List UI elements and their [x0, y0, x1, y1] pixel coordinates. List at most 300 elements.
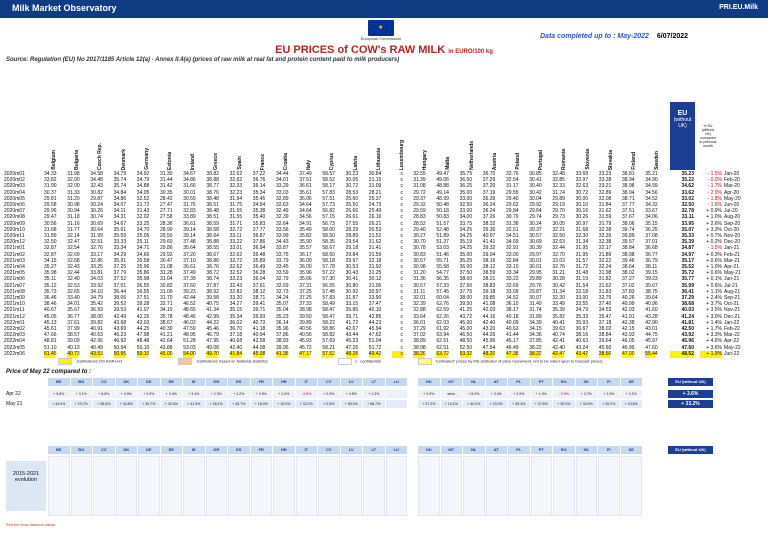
price-cell: 32.52	[229, 270, 243, 277]
price-cell: c	[400, 245, 403, 252]
price-cell: 32.63	[552, 239, 565, 246]
price-cell: c	[400, 195, 403, 202]
price-cell: 42.96	[90, 338, 103, 345]
compare-cell: + 3.4%	[486, 390, 508, 398]
compare-cell: + 5.8%	[48, 390, 70, 398]
price-cell: 25.50	[345, 202, 359, 208]
price-cell: 43.42	[575, 350, 589, 357]
price-cell: 38.51	[206, 214, 219, 221]
price-cell: 40.49	[90, 344, 103, 351]
price-cell: 33.25	[90, 264, 103, 270]
price-cell: 35.93	[575, 319, 589, 326]
price-cell: 30.10	[575, 202, 589, 208]
price-cell: 30.82	[90, 189, 103, 196]
evolution-header-fr: FR	[251, 446, 273, 454]
price-cell: 34.56	[299, 214, 312, 221]
price-cell: 50.94	[113, 344, 127, 351]
price-cell: 32.53	[67, 282, 80, 289]
price-cell: 29.72	[413, 189, 426, 196]
price-cell: 37.25	[113, 264, 127, 270]
price-cell: 31.72	[136, 202, 150, 208]
price-cell: 40.73	[252, 319, 266, 326]
price-cell: 35.64	[183, 245, 196, 252]
price-cell: 37.86	[276, 332, 289, 339]
price-cell: 31.09	[368, 183, 382, 190]
compare-header-dk: DK	[116, 378, 138, 386]
compare-cell: + 2.9%	[418, 390, 440, 398]
comparison-title: Price of May 22 compared to :	[6, 369, 92, 375]
price-cell: c	[400, 257, 403, 264]
row-month-short: Jun-22	[724, 350, 740, 357]
price-cell: 43.03	[136, 319, 150, 326]
price-cell: 38.72	[206, 270, 219, 277]
price-cell: 35.98	[136, 276, 150, 283]
price-cell: 42.44	[183, 295, 196, 301]
price-cell: 31.33	[67, 189, 80, 196]
price-cell: 31.55	[229, 208, 243, 215]
price-cell: 57.33	[436, 282, 449, 289]
price-cell: 32.30	[552, 295, 565, 301]
compare-header-hr: HR	[273, 378, 295, 386]
price-cell: 31.79	[598, 220, 612, 227]
price-cell: 39.46	[622, 257, 635, 264]
price-cell: 32.02	[136, 214, 150, 221]
compare-cell: + 33.2%	[296, 400, 318, 408]
price-cell: 42.49	[113, 313, 127, 320]
price-cell: 31.92	[368, 264, 382, 270]
price-cell: 48.88	[436, 183, 449, 190]
price-cell: 46.50	[459, 332, 473, 339]
compare-cell: + 8.2%	[463, 390, 485, 398]
price-cell: 35.67	[67, 307, 80, 314]
price-cell: 47.00	[622, 350, 635, 357]
price-cell: 38.11	[645, 264, 658, 270]
price-cell: 33.29	[276, 183, 289, 190]
evolution-sparkline	[116, 456, 138, 516]
price-cell: 32.73	[276, 288, 289, 295]
price-cell: 35.78	[160, 313, 173, 320]
price-cell: 32.83	[183, 208, 196, 215]
evolution-sparkline	[508, 456, 530, 516]
price-cell: 34.44	[276, 171, 289, 177]
price-cell: 30.57	[413, 257, 426, 264]
price-cell: 30.41	[529, 177, 542, 184]
eu-change-cell: - 1.8%	[707, 195, 722, 202]
row-month-short: Jul-20	[724, 208, 738, 215]
app-title: Milk Market Observatory	[12, 3, 117, 13]
row-month-short: May-20	[724, 195, 741, 202]
price-cell: 35.39	[552, 307, 565, 314]
price-cell: 45.05	[44, 313, 57, 320]
price-cell: 38.89	[413, 338, 426, 345]
price-cell: 34.25	[459, 245, 473, 252]
price-cell: 38.71	[622, 195, 635, 202]
price-cell: 51.57	[436, 220, 449, 227]
price-cell: 31.89	[44, 233, 57, 239]
price-cell: 43.01	[645, 326, 658, 332]
price-cell: 39.18	[482, 288, 496, 295]
price-cell: 34.79	[136, 177, 150, 184]
price-cell: 55.58	[436, 264, 449, 270]
compare-cell: + 26.2%	[598, 400, 620, 408]
price-cell: 33.20	[229, 295, 243, 301]
price-cell: 30.98	[67, 202, 80, 208]
column-header-sweden: Sweden	[654, 151, 661, 170]
eu-change-cell: - 1.6%	[707, 202, 722, 208]
row-month: 2020m07	[4, 208, 25, 215]
price-cell: 39.95	[276, 344, 289, 351]
price-cell: 30.92	[345, 288, 359, 295]
price-cell: 38.86	[206, 257, 219, 264]
compare-cell: + 18.9%	[251, 400, 273, 408]
price-cell: 36.00	[299, 257, 312, 264]
price-cell: 26.66	[345, 208, 359, 215]
price-cell: 31.68	[44, 226, 57, 233]
legend-swatch	[178, 358, 192, 365]
row-month-short: Dec-21	[724, 313, 741, 320]
price-cell: 44.23	[368, 319, 382, 326]
row-month: 2021m12	[4, 313, 25, 320]
compare-cell: + 23.7%	[71, 400, 93, 408]
price-cell: 38.48	[206, 195, 219, 202]
price-cell: 40.96	[645, 301, 658, 308]
price-cell: 37.19	[482, 189, 496, 196]
column-header-italy: Italy	[306, 159, 313, 170]
price-cell: 45.60	[598, 344, 612, 351]
price-cell: 31.15	[368, 177, 382, 184]
price-cell: 38.32	[482, 220, 496, 227]
price-cell: 50.10	[136, 350, 150, 357]
price-cell: 33.03	[276, 189, 289, 196]
price-cell: 34.64	[299, 208, 312, 215]
price-cell: 30.12	[368, 276, 382, 283]
price-cell: 28.42	[160, 195, 173, 202]
compare-cell: + 2.1%	[621, 390, 643, 398]
price-cell: 36.61	[183, 264, 196, 270]
price-cell: 29.50	[160, 233, 173, 239]
price-cell: 29.97	[529, 251, 542, 258]
price-cell: 45.23	[345, 338, 359, 345]
price-cell: 30.28	[552, 276, 565, 283]
price-cell: 38.06	[113, 295, 127, 301]
price-cell: 34.01	[276, 177, 289, 184]
price-cell: 36.14	[276, 319, 289, 326]
price-cell: 29.74	[529, 214, 542, 221]
price-cell: 38.02	[622, 270, 635, 277]
price-cell: 33.10	[506, 264, 519, 270]
price-cell: 55.71	[436, 257, 449, 264]
price-cell: 34.53	[598, 307, 612, 314]
eu-change-cell: + 1.1%	[706, 288, 722, 295]
price-cell: 30.84	[368, 171, 382, 177]
price-cell: 31.04	[160, 276, 173, 283]
price-cell: 38.55	[206, 245, 219, 252]
price-cell: 54.77	[436, 270, 449, 277]
price-cell: 32.23	[229, 189, 243, 196]
compare-cell: - 0.0%	[553, 390, 575, 398]
price-cell: 27.71	[160, 208, 173, 215]
compare-cell: + 4.5%	[341, 390, 363, 398]
price-cell: c	[400, 344, 403, 351]
price-cell: 39.64	[598, 338, 612, 345]
compare-cell: + 19.9%	[273, 400, 295, 408]
price-cell: 32.48	[552, 171, 565, 177]
price-cell: 31.42	[160, 183, 173, 190]
eu-change-cell: + 0.1%	[706, 276, 722, 283]
compare-cell: + 41.5%	[183, 400, 205, 408]
price-cell: 29.84	[345, 251, 359, 258]
price-cell: 42.85	[368, 313, 382, 320]
eu-column-header: EU (without UK)	[670, 102, 695, 170]
column-header-austria: Austria	[491, 152, 498, 170]
price-cell: c	[400, 276, 403, 283]
price-cell: 32.62	[229, 264, 243, 270]
price-cell: 30.79	[506, 214, 519, 221]
eu-change-cell: + 3.3%	[706, 226, 722, 233]
legend-item: : Estimations based on National statistics	[178, 358, 268, 365]
price-cell: 37.87	[206, 282, 219, 289]
price-cell: 34.25	[459, 233, 473, 239]
price-cell: 29.64	[529, 208, 542, 215]
eu-change-cell: + 2.4%	[706, 295, 722, 301]
price-cell: 36.87	[252, 233, 266, 239]
price-cell: 50.95	[113, 350, 127, 357]
price-cell: 34.00	[459, 214, 473, 221]
evolution-header-eu: EU (without UK)	[668, 446, 713, 454]
price-cell: 26.21	[368, 220, 382, 227]
price-cell: 33.34	[506, 270, 519, 277]
price-cell: 29.89	[529, 276, 542, 283]
price-cell: 31.30	[160, 171, 173, 177]
price-cell: 32.52	[136, 195, 150, 202]
price-cell: 29.96	[44, 208, 57, 215]
price-cell: 44.26	[482, 332, 496, 339]
price-cell: 45.96	[482, 338, 496, 345]
price-cell: 31.75	[229, 202, 243, 208]
price-cell: 35.15	[229, 307, 243, 314]
price-cell: 32.84	[506, 257, 519, 264]
evolution-sparkline	[441, 456, 463, 516]
price-cell: 37.77	[252, 226, 266, 233]
price-cell: 32.62	[229, 251, 243, 258]
price-cell: 45.72	[299, 344, 312, 351]
price-cell: 45.00	[160, 350, 173, 357]
price-cell: 38.48	[206, 208, 219, 215]
price-cell: 39.74	[622, 226, 635, 233]
price-cell: 31.19	[575, 276, 589, 283]
price-cell: c	[400, 326, 403, 332]
price-cell: 34.29	[113, 251, 127, 258]
price-cell: 51.28	[183, 338, 196, 345]
price-cell: 32.69	[506, 282, 519, 289]
price-cell: 37.29	[413, 326, 426, 332]
price-cell: 39.15	[645, 270, 658, 277]
price-cell: 62.59	[436, 307, 449, 314]
price-cell: 32.85	[552, 177, 565, 184]
row-month-short: May-21	[724, 270, 741, 277]
price-cell: 29.60	[160, 239, 173, 246]
compare-cell	[386, 400, 408, 408]
price-cell: 38.75	[645, 288, 658, 295]
data-updated-info: Data completed up to : May-2022 6/07/2022	[540, 33, 689, 40]
price-cell: 40.74	[552, 332, 565, 339]
price-cell: 35.73	[44, 288, 57, 295]
price-cell: 31.54	[575, 282, 589, 289]
price-cell: c	[400, 202, 403, 208]
price-cell: 29.19	[552, 202, 565, 208]
price-cell: 38.46	[44, 301, 57, 308]
price-cell: 31.62	[598, 282, 612, 289]
compare-cell: + 3.4%	[161, 390, 183, 398]
row-month-short: Mar-22	[724, 332, 740, 339]
compare-header-lu: LU	[386, 378, 408, 386]
eu-price-cell: 40.03	[681, 307, 694, 314]
price-cell: 34.10	[90, 288, 103, 295]
row-month-short: Oct-20	[724, 226, 740, 233]
price-cell: 31.16	[67, 220, 80, 227]
price-cell: 24.73	[368, 202, 382, 208]
evolution-header-lv: LV	[341, 446, 363, 454]
price-cell: 36.02	[229, 319, 243, 326]
price-cell: 40.63	[90, 332, 103, 339]
compare-cell: + 2.6%	[273, 390, 295, 398]
price-cell: 32.69	[67, 251, 80, 258]
price-cell: 47.59	[183, 326, 196, 332]
price-cell: 58.21	[322, 344, 335, 351]
price-cell: 58.35	[322, 239, 335, 246]
price-cell: 39.71	[345, 313, 359, 320]
evolution-sparkline	[93, 456, 115, 516]
price-cell: 47.17	[299, 350, 312, 357]
price-cell: c	[400, 332, 403, 339]
price-cell: 57.78	[322, 264, 335, 270]
price-cell: 40.26	[622, 295, 635, 301]
price-cell: 56.82	[322, 208, 335, 215]
price-cell: 26.61	[345, 214, 359, 221]
price-cell: 41.18	[252, 326, 266, 332]
compare-cell: + 4.2%	[228, 390, 250, 398]
price-cell: 34.86	[183, 177, 196, 184]
price-cell: 30.72	[345, 183, 359, 190]
price-cell: 35.85	[345, 307, 359, 314]
price-cell: 30.00	[575, 195, 589, 202]
price-cell: 38.92	[206, 288, 219, 295]
price-cell: 49.42	[368, 350, 382, 357]
eu-change-cell: + 0.6%	[706, 257, 722, 264]
evolution-header-lt: LT	[363, 446, 385, 454]
price-cell: 48.81	[44, 338, 57, 345]
price-cell: 29.62	[506, 202, 519, 208]
compare-cell: + 2.9%	[138, 390, 160, 398]
price-cell: 32.00	[67, 177, 80, 184]
price-cell: 42.03	[622, 307, 635, 314]
price-cell: 39.82	[90, 319, 103, 326]
price-cell: 34.71	[136, 245, 150, 252]
evolution-header-sk: SK	[576, 446, 598, 454]
evolution-header-se: SE	[621, 446, 643, 454]
price-cell: 41.21	[160, 332, 173, 339]
row-month: 2021m11	[4, 307, 25, 314]
price-cell: 35.61	[113, 226, 127, 233]
price-cell: 30.04	[529, 195, 542, 202]
price-cell: 34.52	[645, 195, 658, 202]
price-cell: 30.69	[90, 220, 103, 227]
price-cell: 32.50	[552, 233, 565, 239]
price-cell: 57.48	[322, 288, 335, 295]
price-cell: 37.50	[459, 282, 473, 289]
price-cell: 40.99	[622, 301, 635, 308]
price-cell: 37.51	[113, 282, 127, 289]
price-cell: 56.73	[322, 220, 335, 227]
price-cell: 31.70	[160, 295, 173, 301]
price-cell: 37.22	[252, 171, 266, 177]
price-cell: 40.30	[160, 326, 173, 332]
price-cell: 37.48	[183, 239, 196, 246]
price-cell: 42.40	[482, 319, 496, 326]
price-cell: 35.45	[252, 195, 266, 202]
price-cell: 38.50	[598, 350, 612, 357]
price-cell: 41.38	[276, 350, 289, 357]
price-cell: 36.94	[252, 245, 266, 252]
price-cell: c	[400, 313, 403, 320]
price-cell: 27.58	[160, 214, 173, 221]
evolution-header-mt: MT	[441, 446, 463, 454]
evolution-sparkline	[206, 456, 228, 516]
price-cell: 43.28	[645, 313, 658, 320]
column-header-denmark: Denmark	[120, 148, 127, 170]
compare-row-label: Apr 22	[6, 391, 21, 397]
row-month: 2021m04	[4, 264, 25, 270]
price-cell: 37.77	[622, 202, 635, 208]
price-cell: 39.04	[482, 251, 496, 258]
price-cell: 43.69	[113, 326, 127, 332]
price-cell: 40.07	[482, 233, 496, 239]
evolution-header-at: AT	[486, 446, 508, 454]
compare-cell: + 55.4%	[341, 400, 363, 408]
column-header-slovenia: Slovenia	[584, 149, 591, 170]
price-cell: 38.83	[482, 282, 496, 289]
price-cell: 35.82	[299, 233, 312, 239]
price-cell: 31.68	[575, 226, 589, 233]
compare-header-ro: RO	[553, 378, 575, 386]
price-cell: 62.76	[436, 301, 449, 308]
price-cell: 29.32	[413, 202, 426, 208]
price-cell: 46.52	[183, 301, 196, 308]
price-cell: 33.55	[575, 301, 589, 308]
price-cell: 40.67	[44, 307, 57, 314]
price-cell: 45.94	[368, 326, 382, 332]
price-cell: 30.53	[368, 226, 382, 233]
price-cell: 32.69	[276, 282, 289, 289]
row-month-short: Mar-20	[724, 183, 740, 190]
price-cell: 33.28	[598, 177, 612, 184]
price-cell: 39.89	[622, 233, 635, 239]
price-cell: 31.66	[183, 183, 196, 190]
price-cell: 30.70	[413, 239, 426, 246]
price-cell: 36.77	[67, 313, 80, 320]
price-cell: 57.69	[322, 338, 335, 345]
price-cell: 30.80	[345, 282, 359, 289]
price-cell: 46.49	[506, 344, 519, 351]
compare-cell: + 44.9%	[48, 400, 70, 408]
price-cell: 50.48	[436, 202, 449, 208]
price-cell: c	[400, 251, 403, 258]
price-cell: 36.28	[252, 270, 266, 277]
price-cell: 33.00	[459, 195, 473, 202]
price-cell: 36.49	[252, 264, 266, 270]
column-header-portugal: Portugal	[538, 149, 545, 170]
row-month-short: Sep-21	[724, 295, 741, 301]
